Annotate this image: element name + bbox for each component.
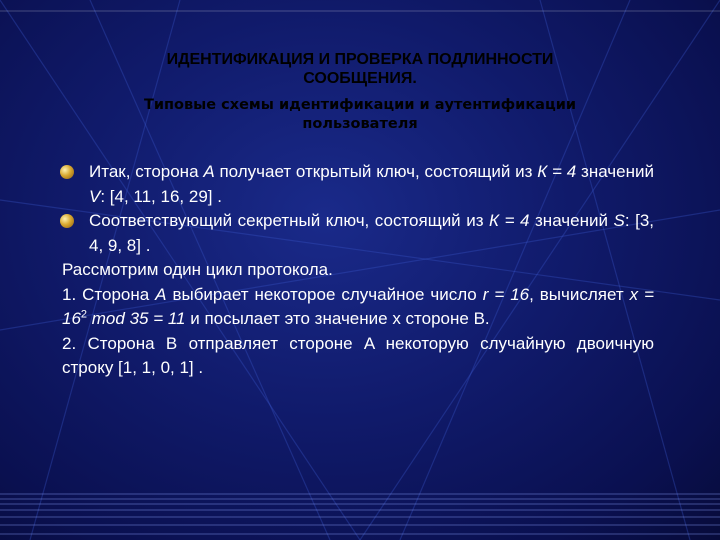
variable-s: S	[613, 211, 625, 230]
step-text: , вычисляет	[529, 284, 630, 304]
variable-a: А	[155, 284, 167, 304]
slide-subtitle	[60, 96, 660, 134]
variable-x: x = 16	[62, 284, 655, 328]
variable-k: К = 4	[489, 211, 530, 230]
paragraph-step-1	[62, 283, 654, 332]
step-text: 1. Сторона	[62, 284, 156, 304]
variable-a: А	[203, 162, 215, 181]
gold-sphere-bullet-icon	[60, 214, 74, 228]
bullet-text: : [3, 4, 9, 8] .	[89, 211, 654, 255]
step-text: выбирает некоторое случайное число	[166, 284, 483, 304]
title-line-2: СООБЩЕНИЯ.	[303, 70, 417, 87]
bullet-text: значений	[576, 162, 654, 181]
bullet-text: Итак, сторона	[89, 162, 204, 181]
step-text: и посылает это значение x стороне B.	[185, 309, 490, 328]
bullet-text: : [4, 11, 16, 29] .	[100, 186, 222, 206]
bullet-item	[62, 209, 654, 258]
bullet-item	[62, 160, 654, 209]
exponent: 2	[80, 308, 88, 321]
slide-body	[62, 160, 654, 381]
mod-operator: mod	[87, 309, 130, 328]
subtitle-line-1: Типовые схемы идентификации и аутентификации	[143, 97, 577, 113]
bullet-text: значений	[529, 211, 614, 230]
bullet-text: получает открытый ключ, состоящий из	[214, 162, 538, 181]
subtitle-line-2: пользователя	[302, 116, 418, 132]
variable-v: V	[89, 186, 101, 206]
modulus-result: 35 = 11	[129, 309, 186, 328]
title-line-1: ИДЕНТИФИКАЦИЯ И ПРОВЕРКА ПОДЛИННОСТИ	[166, 51, 554, 68]
paragraph-intro: Рассмотрим один цикл протокола.	[62, 260, 333, 279]
gold-sphere-bullet-icon	[60, 165, 74, 179]
paragraph-step-2: 2. Сторона B отправляет стороне A некоторую случайную двоичную строку [1, 1, 0, 1] .	[62, 333, 654, 377]
bullet-text: Соответствующий секретный ключ, состоящий из	[89, 211, 490, 230]
slide-title	[60, 50, 660, 88]
variable-k: К = 4	[537, 162, 577, 181]
variable-r: r = 16	[482, 284, 530, 304]
